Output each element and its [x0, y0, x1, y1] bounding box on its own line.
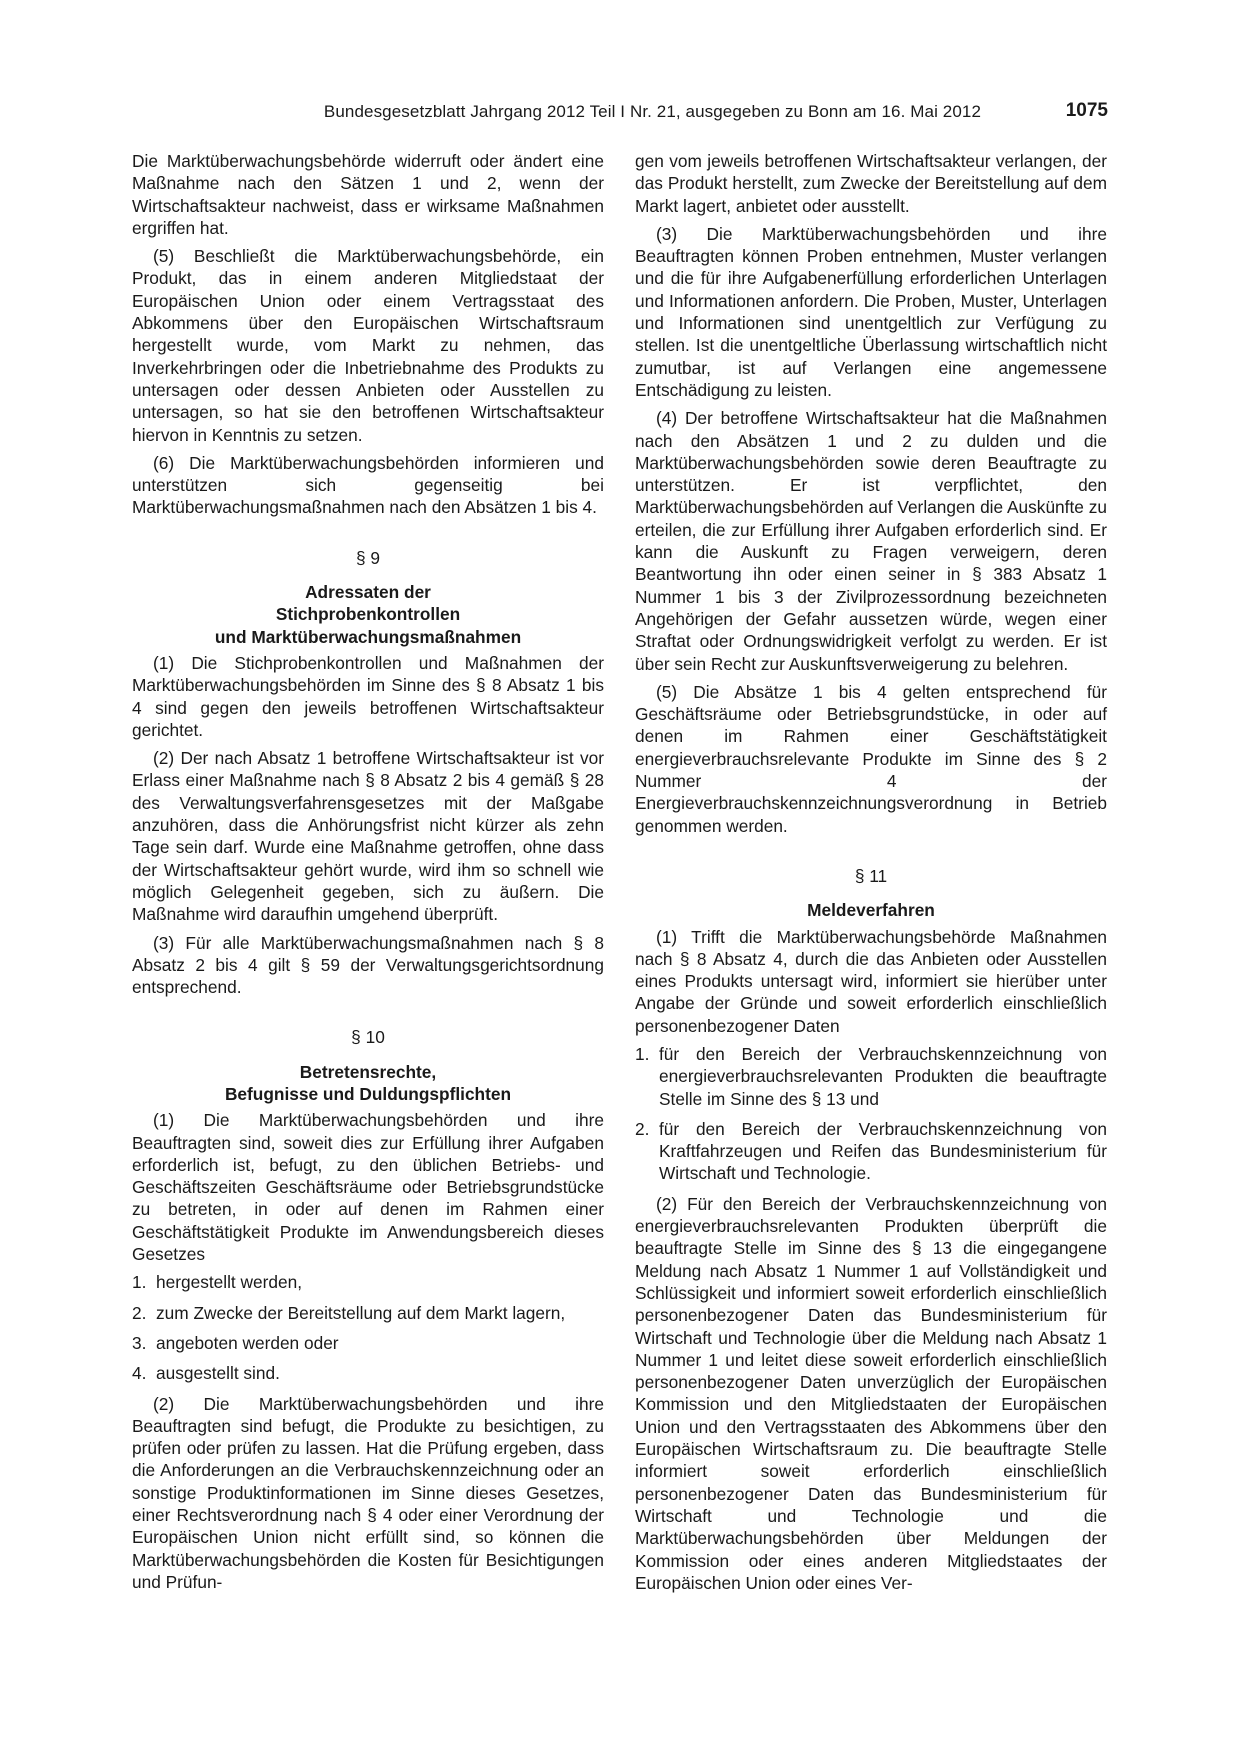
section-11-list [635, 1043, 1107, 1185]
paragraph-10-3: (3) Die Marktüberwachungsbehörden und ihre Beauftragten können Proben entnehmen, Muster verlangen und die für ihre Aufgabenerfüllung erforderlichen Unterlagen und Informationen anfordern. Die Proben, Muster, Unterlagen und Informationen sind unentgeltlich zur Verfügung zu stellen. Ist die unentgeltliche Überlassung wirtschaftlich nicht zumutbar, ist auf Verlangen eine angemessene Entschädigung zu leisten. [635, 223, 1107, 400]
paragraph-10-4: (4) Der betroffene Wirtschaftsakteur hat die Maßnahmen nach den Absätzen 1 und 2 zu dulden und die Marktüberwachungsbehörden sowie deren Beauftragte zu unterstützen. Er ist verpflichtet, den Marktüberwachungsbehörden auf Verlangen die Auskünfte zu erteilen, die zur Erfüllung ihrer Aufgaben erforderlich sind. Er kann die Auskunft zu Fragen verweigern, deren Beantwortung ihn oder einen seiner in § 383 Absatz 1 Nummer 1 bis 3 der Zivilprozessordnung bezeichneten Angehörigen der Gefahr aussetzen würde, wegen einer Straftat oder Ordnungswidrigkeit verfolgt zu werden. Er ist über sein Recht zur Auskunftsverweigerung zu belehren. [635, 408, 1107, 674]
paragraph-10-2-continued: gen vom jeweils betroffenen Wirtschaftsakteur verlangen, der das Produkt herstellt, zum Zwecke der Bereitstellung auf dem Markt lagert, anbietet oder ausstellt. [635, 151, 1107, 216]
paragraph-intro: Die Marktüberwachungsbehörde widerruft oder ändert eine Maßnahme nach den Sätzen 1 und 2, wenn der Wirtschaftsakteur nachweist, dass er wirksame Maßnahmen ergriffen hat. [132, 151, 604, 238]
paragraph-11-2: (2) Für den Bereich der Verbrauchskennzeichnung von energieverbrauchsrelevanten Produkten überprüft die beauftragte Stelle im Sinne des § 13 die eingegangene Meldung nach Absatz 1 Nummer 1 auf Vollständigkeit und Schlüssigkeit und informiert soweit erforderlich einschließlich personenbezogener Daten das Bundesministerium für Wirtschaft und Technologie über die Meldung nach Absatz 1 Nummer 1 und leitet diese soweit erforderlich einschließlich personenbezogener Daten unverzüglich der Europäischen Kommission und den Mitgliedstaaten der Europäischen Union und den Vertragsstaaten des Abkommens über den Europäischen Wirtschaftsraum zu. Die beauftragte Stelle informiert soweit erforderlich einschließlich personenbezogener Daten das Bundesministerium für Wirtschaft und Technologie und die Marktüberwachungsbehörden über Meldungen der Kommission oder eines anderen Mitgliedstaates der Europäischen Union oder eines Ver- [635, 1193, 1107, 1593]
section-9-title-line: Stichprobenkontrollen [275, 604, 461, 625]
list-item: 1. hergestellt werden, [132, 1272, 303, 1293]
paragraph-9-1: (1) Die Stichprobenkontrollen und Maßnahmen der Marktüberwachungsbehörden im Sinne des § 8 Absatz 1 bis 4 sind gegen den jeweils betroffenen Wirtschaftsakteur gerichtet. [132, 652, 604, 740]
section-10-title-line: Befugnisse und Duldungspflichten [224, 1083, 512, 1104]
left-column [132, 150, 604, 1599]
paragraph-9-3: (3) Für alle Marktüberwachungsmaßnahmen nach § 8 Absatz 2 bis 4 gilt § 59 der Verwaltungsgerichtsordnung entsprechend. [132, 932, 604, 998]
section-10-title-line: Betretensrechte, [299, 1061, 437, 1082]
paragraph-10-5: (5) Die Absätze 1 bis 4 gelten entsprechend für Geschäftsräume oder Betriebsgrundstücke, in oder auf denen im Rahmen einer Geschäftstätigkeit energieverbrauchsrelevante Produkte im Sinne des § 2 Nummer 4 der Energieverbrauchskennzeichnungsverordnung in Betrieb genommen werden. [635, 681, 1107, 836]
right-column [635, 150, 1107, 1600]
running-title: Bundesgesetzblatt Jahrgang 2012 Teil I Nr. 21, ausgegeben zu Bonn am 16. Mai 2012 [323, 102, 981, 121]
paragraph-10-1: (1) Die Marktüberwachungsbehörden und ihre Beauftragten sind, soweit dies zur Erfüllung ihrer Aufgaben erforderlich ist, befugt, zu den üblichen Betriebs- und Geschäftszeiten Geschäftsräume oder Betriebsgrundstücke zu betreten, in oder auf denen im Rahmen einer Geschäftstätigkeit Produkte im Anwendungsbereich dieses Gesetzes [132, 1110, 604, 1265]
section-10-number: § 10 [351, 1027, 385, 1048]
section-9-title-line: und Marktüberwachungsmaßnahmen [214, 626, 522, 647]
section-11-title-line: Meldeverfahren [807, 900, 935, 921]
paragraph-10-2: (2) Die Marktüberwachungsbehörden und ihre Beauftragten sind befugt, die Produkte zu besichtigen, zu prüfen oder prüfen zu lassen. Hat die Prüfung ergeben, dass die Anforderungen an die Verbrauchskennzeichnung oder an sonstige Produktinformationen im Sinne dieses Gesetzes, einer Rechtsverordnung nach § 4 oder einer Verordnung der Europäischen Union nicht erfüllt sind, so können die Marktüberwachungsbehörden die Kosten für Besichtigungen und Prüfun- [132, 1393, 604, 1592]
page-number: 1075 [1065, 100, 1108, 121]
paragraph-9-2: (2) Der nach Absatz 1 betroffene Wirtschaftsakteur ist vor Erlass einer Maßnahme nach § 8 Absatz 2 bis 4 gemäß § 28 des Verwaltungsverfahrensgesetzes mit der Maßgabe anzuhören, dass die Anhörungsfrist nicht kürzer als zehn Tage sein darf. Wurde eine Maßnahme getroffen, ohne dass der Wirtschaftsakteur gehört wurde, wird ihm so schnell wie möglich Gelegenheit gegeben, sich zu äußern. Die Maßnahme wird daraufhin umgehend überprüft. [132, 748, 604, 925]
list-item: 3. angeboten werden oder [132, 1332, 339, 1353]
section-9-number: § 9 [355, 547, 381, 568]
list-item: 4. ausgestellt sind. [132, 1363, 280, 1384]
section-10-list [132, 1271, 604, 1384]
section-9-title-line: Adressaten der [305, 582, 431, 603]
paragraph-8-5: (5) Beschließt die Marktüberwachungsbehörde, ein Produkt, das in einem anderen Mitgliedstaat der Europäischen Union oder einem Vertragsstaat des Abkommens über den Europäischen Wirtschaftsraum hergestellt wurde, vom Markt zu nehmen, das Inverkehrbringen oder die Inbetriebnahme des Produkts zu untersagen oder dessen Anbieten oder Ausstellen zu untersagen, so hat sie den betroffenen Wirtschaftsakteur hiervon in Kenntnis zu setzen. [132, 246, 604, 445]
list-item: 1. für den Bereich der Verbrauchskennzeichnung von energieverbrauchsrelevanten Produkten die beauftragte Stelle im Sinne des § 13 und [635, 1043, 1107, 1109]
section-11-number: § 11 [854, 865, 888, 886]
page-header [132, 100, 1108, 130]
paragraph-8-6: (6) Die Marktüberwachungsbehörden informieren und unterstützen sich gegenseitig bei Marktüberwachungsmaßnahmen nach den Absätzen 1 bis 4. [132, 452, 604, 518]
section-9-title [132, 581, 604, 648]
paragraph-11-1: (1) Trifft die Marktüberwachungsbehörde Maßnahmen nach § 8 Absatz 4, durch die das Anbieten oder Ausstellen eines Produkts untersagt wird, informiert sie hierüber unter Angabe der Gründe und soweit erforderlich einschließlich personenbezogener Daten [635, 926, 1107, 1036]
list-item: 2. für den Bereich der Verbrauchskennzeichnung von Kraftfahrzeugen und Reifen das Bundesministerium für Wirtschaft und Technologie. [635, 1118, 1107, 1184]
section-10-title [132, 1061, 604, 1106]
list-item: 2. zum Zwecke der Bereitstellung auf dem Markt lagern, [132, 1302, 566, 1323]
section-11-title [635, 899, 1107, 921]
